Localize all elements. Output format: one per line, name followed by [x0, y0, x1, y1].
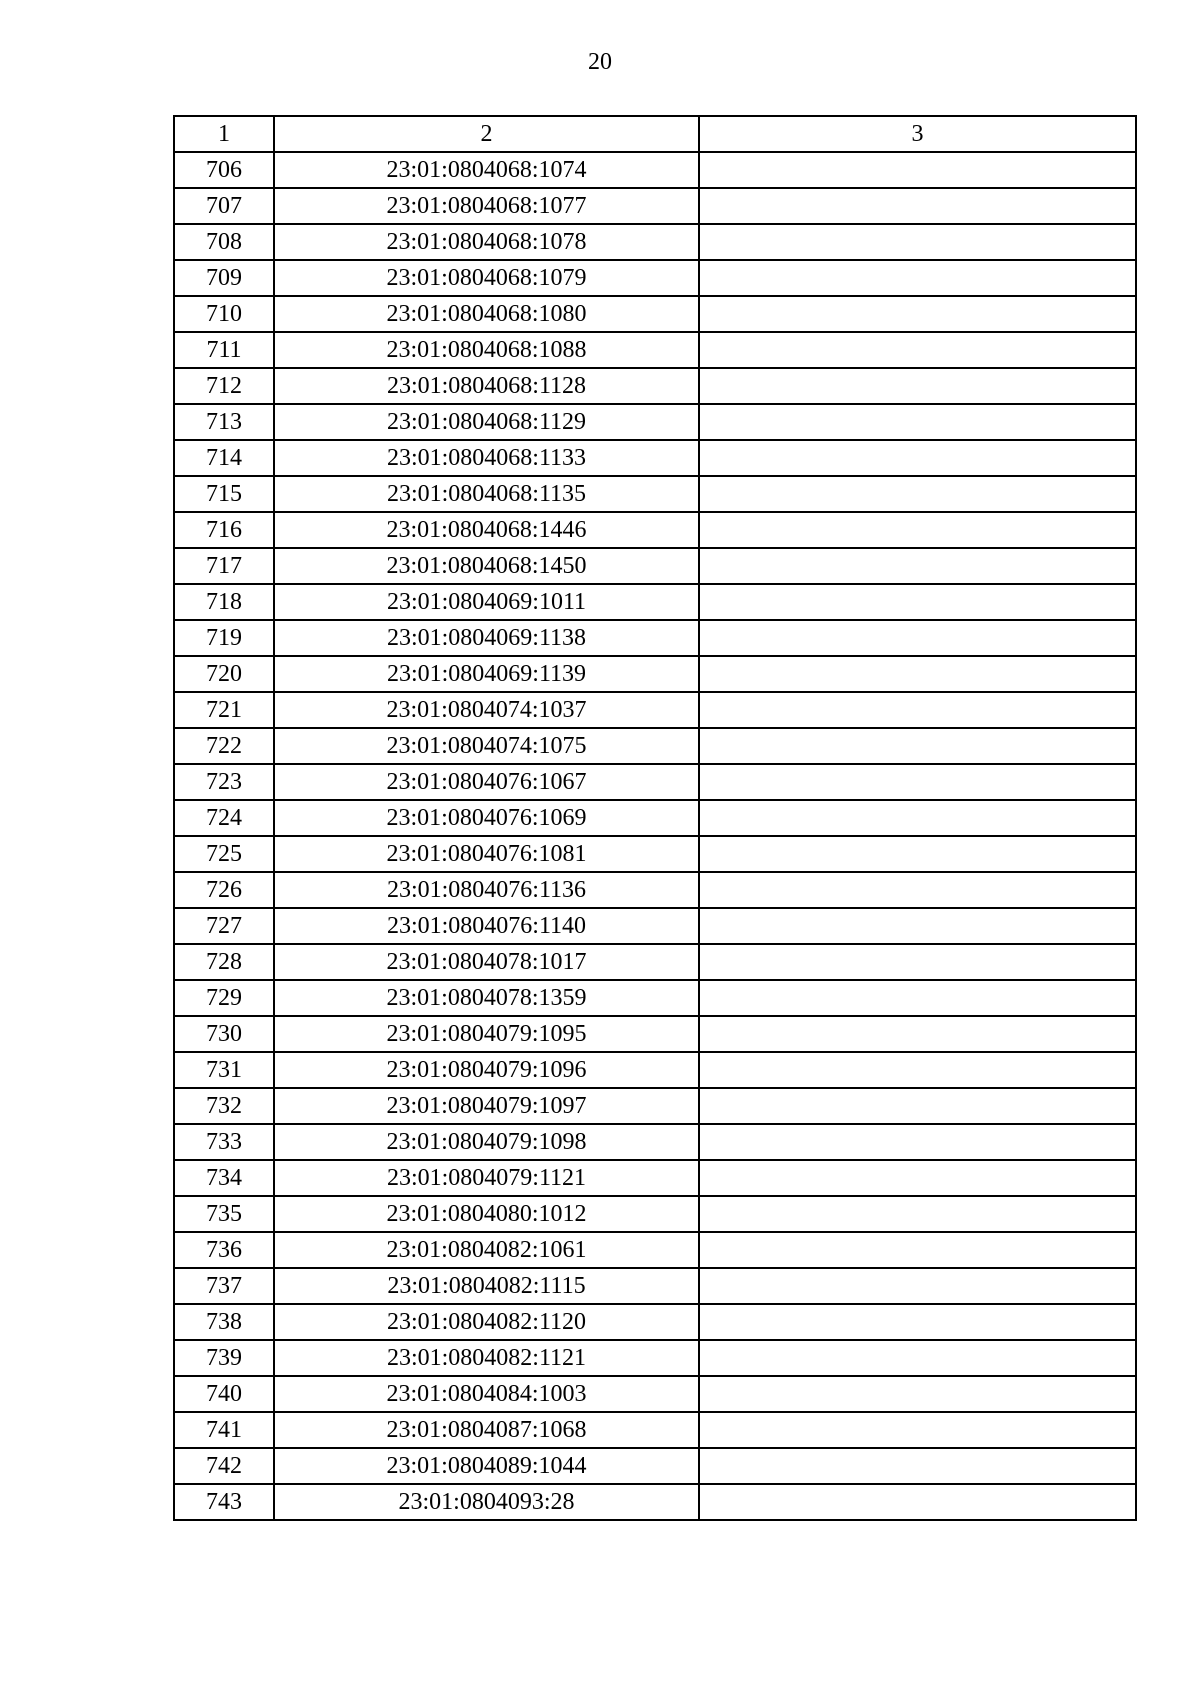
note-cell	[699, 836, 1136, 872]
note-cell	[699, 404, 1136, 440]
cadastral-number-cell: 23:01:0804068:1446	[274, 512, 699, 548]
table-row	[174, 224, 1136, 260]
note-cell	[699, 764, 1136, 800]
row-number-cell: 717	[174, 548, 274, 584]
row-number-cell: 716	[174, 512, 274, 548]
row-number-cell: 728	[174, 944, 274, 980]
table-row	[174, 980, 1136, 1016]
note-cell	[699, 332, 1136, 368]
table-row	[174, 440, 1136, 476]
cadastral-number-cell: 23:01:0804068:1080	[274, 296, 699, 332]
cadastral-number-cell: 23:01:0804069:1138	[274, 620, 699, 656]
table-row	[174, 944, 1136, 980]
table-row	[174, 620, 1136, 656]
note-cell	[699, 620, 1136, 656]
table-row	[174, 404, 1136, 440]
row-number-cell: 735	[174, 1196, 274, 1232]
cadastral-number-cell: 23:01:0804079:1097	[274, 1088, 699, 1124]
table-row	[174, 908, 1136, 944]
note-cell	[699, 260, 1136, 296]
table-row	[174, 1376, 1136, 1412]
cadastral-number-cell: 23:01:0804082:1115	[274, 1268, 699, 1304]
note-cell	[699, 1088, 1136, 1124]
cadastral-number-cell: 23:01:0804068:1450	[274, 548, 699, 584]
note-cell	[699, 1268, 1136, 1304]
cadastral-number-cell: 23:01:0804080:1012	[274, 1196, 699, 1232]
cadastral-number-cell: 23:01:0804078:1017	[274, 944, 699, 980]
cadastral-number-cell: 23:01:0804068:1077	[274, 188, 699, 224]
note-cell	[699, 224, 1136, 260]
note-cell	[699, 188, 1136, 224]
table-row	[174, 1268, 1136, 1304]
table-row	[174, 260, 1136, 296]
cadastral-number-cell: 23:01:0804068:1128	[274, 368, 699, 404]
cadastral-number-cell: 23:01:0804069:1011	[274, 584, 699, 620]
note-cell	[699, 1232, 1136, 1268]
row-number-cell: 726	[174, 872, 274, 908]
row-number-cell: 734	[174, 1160, 274, 1196]
table-row	[174, 1232, 1136, 1268]
cadastral-number-cell: 23:01:0804079:1121	[274, 1160, 699, 1196]
cadastral-number-cell: 23:01:0804082:1121	[274, 1340, 699, 1376]
row-number-cell: 730	[174, 1016, 274, 1052]
cadastral-number-cell: 23:01:0804079:1098	[274, 1124, 699, 1160]
note-cell	[699, 1412, 1136, 1448]
note-cell	[699, 1160, 1136, 1196]
row-number-cell: 722	[174, 728, 274, 764]
column-header-1: 1	[174, 116, 274, 152]
table-row	[174, 332, 1136, 368]
table-row	[174, 1484, 1136, 1520]
row-number-cell: 723	[174, 764, 274, 800]
table-row	[174, 188, 1136, 224]
note-cell	[699, 548, 1136, 584]
table-row	[174, 1088, 1136, 1124]
row-number-cell: 714	[174, 440, 274, 476]
column-header-3: 3	[699, 116, 1136, 152]
note-cell	[699, 296, 1136, 332]
note-cell	[699, 1340, 1136, 1376]
cadastral-number-cell: 23:01:0804076:1136	[274, 872, 699, 908]
note-cell	[699, 1016, 1136, 1052]
row-number-cell: 720	[174, 656, 274, 692]
table-header-row	[174, 116, 1136, 152]
cadastral-number-cell: 23:01:0804074:1075	[274, 728, 699, 764]
cadastral-number-cell: 23:01:0804068:1133	[274, 440, 699, 476]
cadastral-number-cell: 23:01:0804068:1079	[274, 260, 699, 296]
row-number-cell: 742	[174, 1448, 274, 1484]
cadastral-number-cell: 23:01:0804074:1037	[274, 692, 699, 728]
note-cell	[699, 692, 1136, 728]
table-row	[174, 476, 1136, 512]
table-row	[174, 1304, 1136, 1340]
table-row	[174, 548, 1136, 584]
cadastral-number-cell: 23:01:0804079:1095	[274, 1016, 699, 1052]
table-row	[174, 296, 1136, 332]
note-cell	[699, 368, 1136, 404]
row-number-cell: 708	[174, 224, 274, 260]
cadastral-number-cell: 23:01:0804076:1140	[274, 908, 699, 944]
cadastral-number-cell: 23:01:0804076:1069	[274, 800, 699, 836]
row-number-cell: 711	[174, 332, 274, 368]
note-cell	[699, 152, 1136, 188]
row-number-cell: 732	[174, 1088, 274, 1124]
row-number-cell: 725	[174, 836, 274, 872]
row-number-cell: 736	[174, 1232, 274, 1268]
row-number-cell: 727	[174, 908, 274, 944]
cadastral-number-cell: 23:01:0804069:1139	[274, 656, 699, 692]
cadastral-number-cell: 23:01:0804087:1068	[274, 1412, 699, 1448]
cadastral-number-cell: 23:01:0804082:1120	[274, 1304, 699, 1340]
row-number-cell: 724	[174, 800, 274, 836]
cadastral-number-cell: 23:01:0804082:1061	[274, 1232, 699, 1268]
row-number-cell: 743	[174, 1484, 274, 1520]
table-row	[174, 656, 1136, 692]
row-number-cell: 729	[174, 980, 274, 1016]
table-row	[174, 584, 1136, 620]
table-row	[174, 1448, 1136, 1484]
row-number-cell: 706	[174, 152, 274, 188]
table-row	[174, 1196, 1136, 1232]
table-row	[174, 1016, 1136, 1052]
row-number-cell: 718	[174, 584, 274, 620]
note-cell	[699, 1196, 1136, 1232]
table-row	[174, 692, 1136, 728]
row-number-cell: 721	[174, 692, 274, 728]
table-row	[174, 1412, 1136, 1448]
table-row	[174, 1124, 1136, 1160]
note-cell	[699, 1052, 1136, 1088]
cadastral-number-cell: 23:01:0804068:1078	[274, 224, 699, 260]
note-cell	[699, 1376, 1136, 1412]
cadastral-number-cell: 23:01:0804068:1135	[274, 476, 699, 512]
table-body	[174, 116, 1136, 1520]
note-cell	[699, 1484, 1136, 1520]
row-number-cell: 712	[174, 368, 274, 404]
table-row	[174, 1052, 1136, 1088]
row-number-cell: 713	[174, 404, 274, 440]
table-row	[174, 836, 1136, 872]
row-number-cell: 738	[174, 1304, 274, 1340]
cadastral-number-cell: 23:01:0804068:1129	[274, 404, 699, 440]
row-number-cell: 707	[174, 188, 274, 224]
row-number-cell: 715	[174, 476, 274, 512]
cadastral-number-cell: 23:01:0804084:1003	[274, 1376, 699, 1412]
table-row	[174, 1340, 1136, 1376]
row-number-cell: 740	[174, 1376, 274, 1412]
note-cell	[699, 1124, 1136, 1160]
note-cell	[699, 656, 1136, 692]
row-number-cell: 741	[174, 1412, 274, 1448]
note-cell	[699, 1448, 1136, 1484]
row-number-cell: 737	[174, 1268, 274, 1304]
note-cell	[699, 980, 1136, 1016]
table-row	[174, 368, 1136, 404]
note-cell	[699, 476, 1136, 512]
table-row	[174, 512, 1136, 548]
table-row	[174, 1160, 1136, 1196]
cadastral-number-cell: 23:01:0804093:28	[274, 1484, 699, 1520]
row-number-cell: 739	[174, 1340, 274, 1376]
cadastral-number-cell: 23:01:0804079:1096	[274, 1052, 699, 1088]
note-cell	[699, 728, 1136, 764]
note-cell	[699, 1304, 1136, 1340]
cadastral-number-cell: 23:01:0804078:1359	[274, 980, 699, 1016]
note-cell	[699, 872, 1136, 908]
note-cell	[699, 512, 1136, 548]
row-number-cell: 731	[174, 1052, 274, 1088]
table-row	[174, 800, 1136, 836]
cadastral-number-cell: 23:01:0804089:1044	[274, 1448, 699, 1484]
row-number-cell: 710	[174, 296, 274, 332]
table-row	[174, 872, 1136, 908]
note-cell	[699, 584, 1136, 620]
cadastral-number-cell: 23:01:0804076:1081	[274, 836, 699, 872]
note-cell	[699, 908, 1136, 944]
column-header-2: 2	[274, 116, 699, 152]
row-number-cell: 709	[174, 260, 274, 296]
note-cell	[699, 944, 1136, 980]
row-number-cell: 719	[174, 620, 274, 656]
cadastral-table	[173, 115, 1137, 1521]
table-row	[174, 764, 1136, 800]
note-cell	[699, 440, 1136, 476]
cadastral-number-cell: 23:01:0804068:1074	[274, 152, 699, 188]
table-row	[174, 728, 1136, 764]
row-number-cell: 733	[174, 1124, 274, 1160]
page-number: 20	[588, 49, 612, 75]
note-cell	[699, 800, 1136, 836]
cadastral-number-cell: 23:01:0804076:1067	[274, 764, 699, 800]
table-row	[174, 152, 1136, 188]
cadastral-number-cell: 23:01:0804068:1088	[274, 332, 699, 368]
